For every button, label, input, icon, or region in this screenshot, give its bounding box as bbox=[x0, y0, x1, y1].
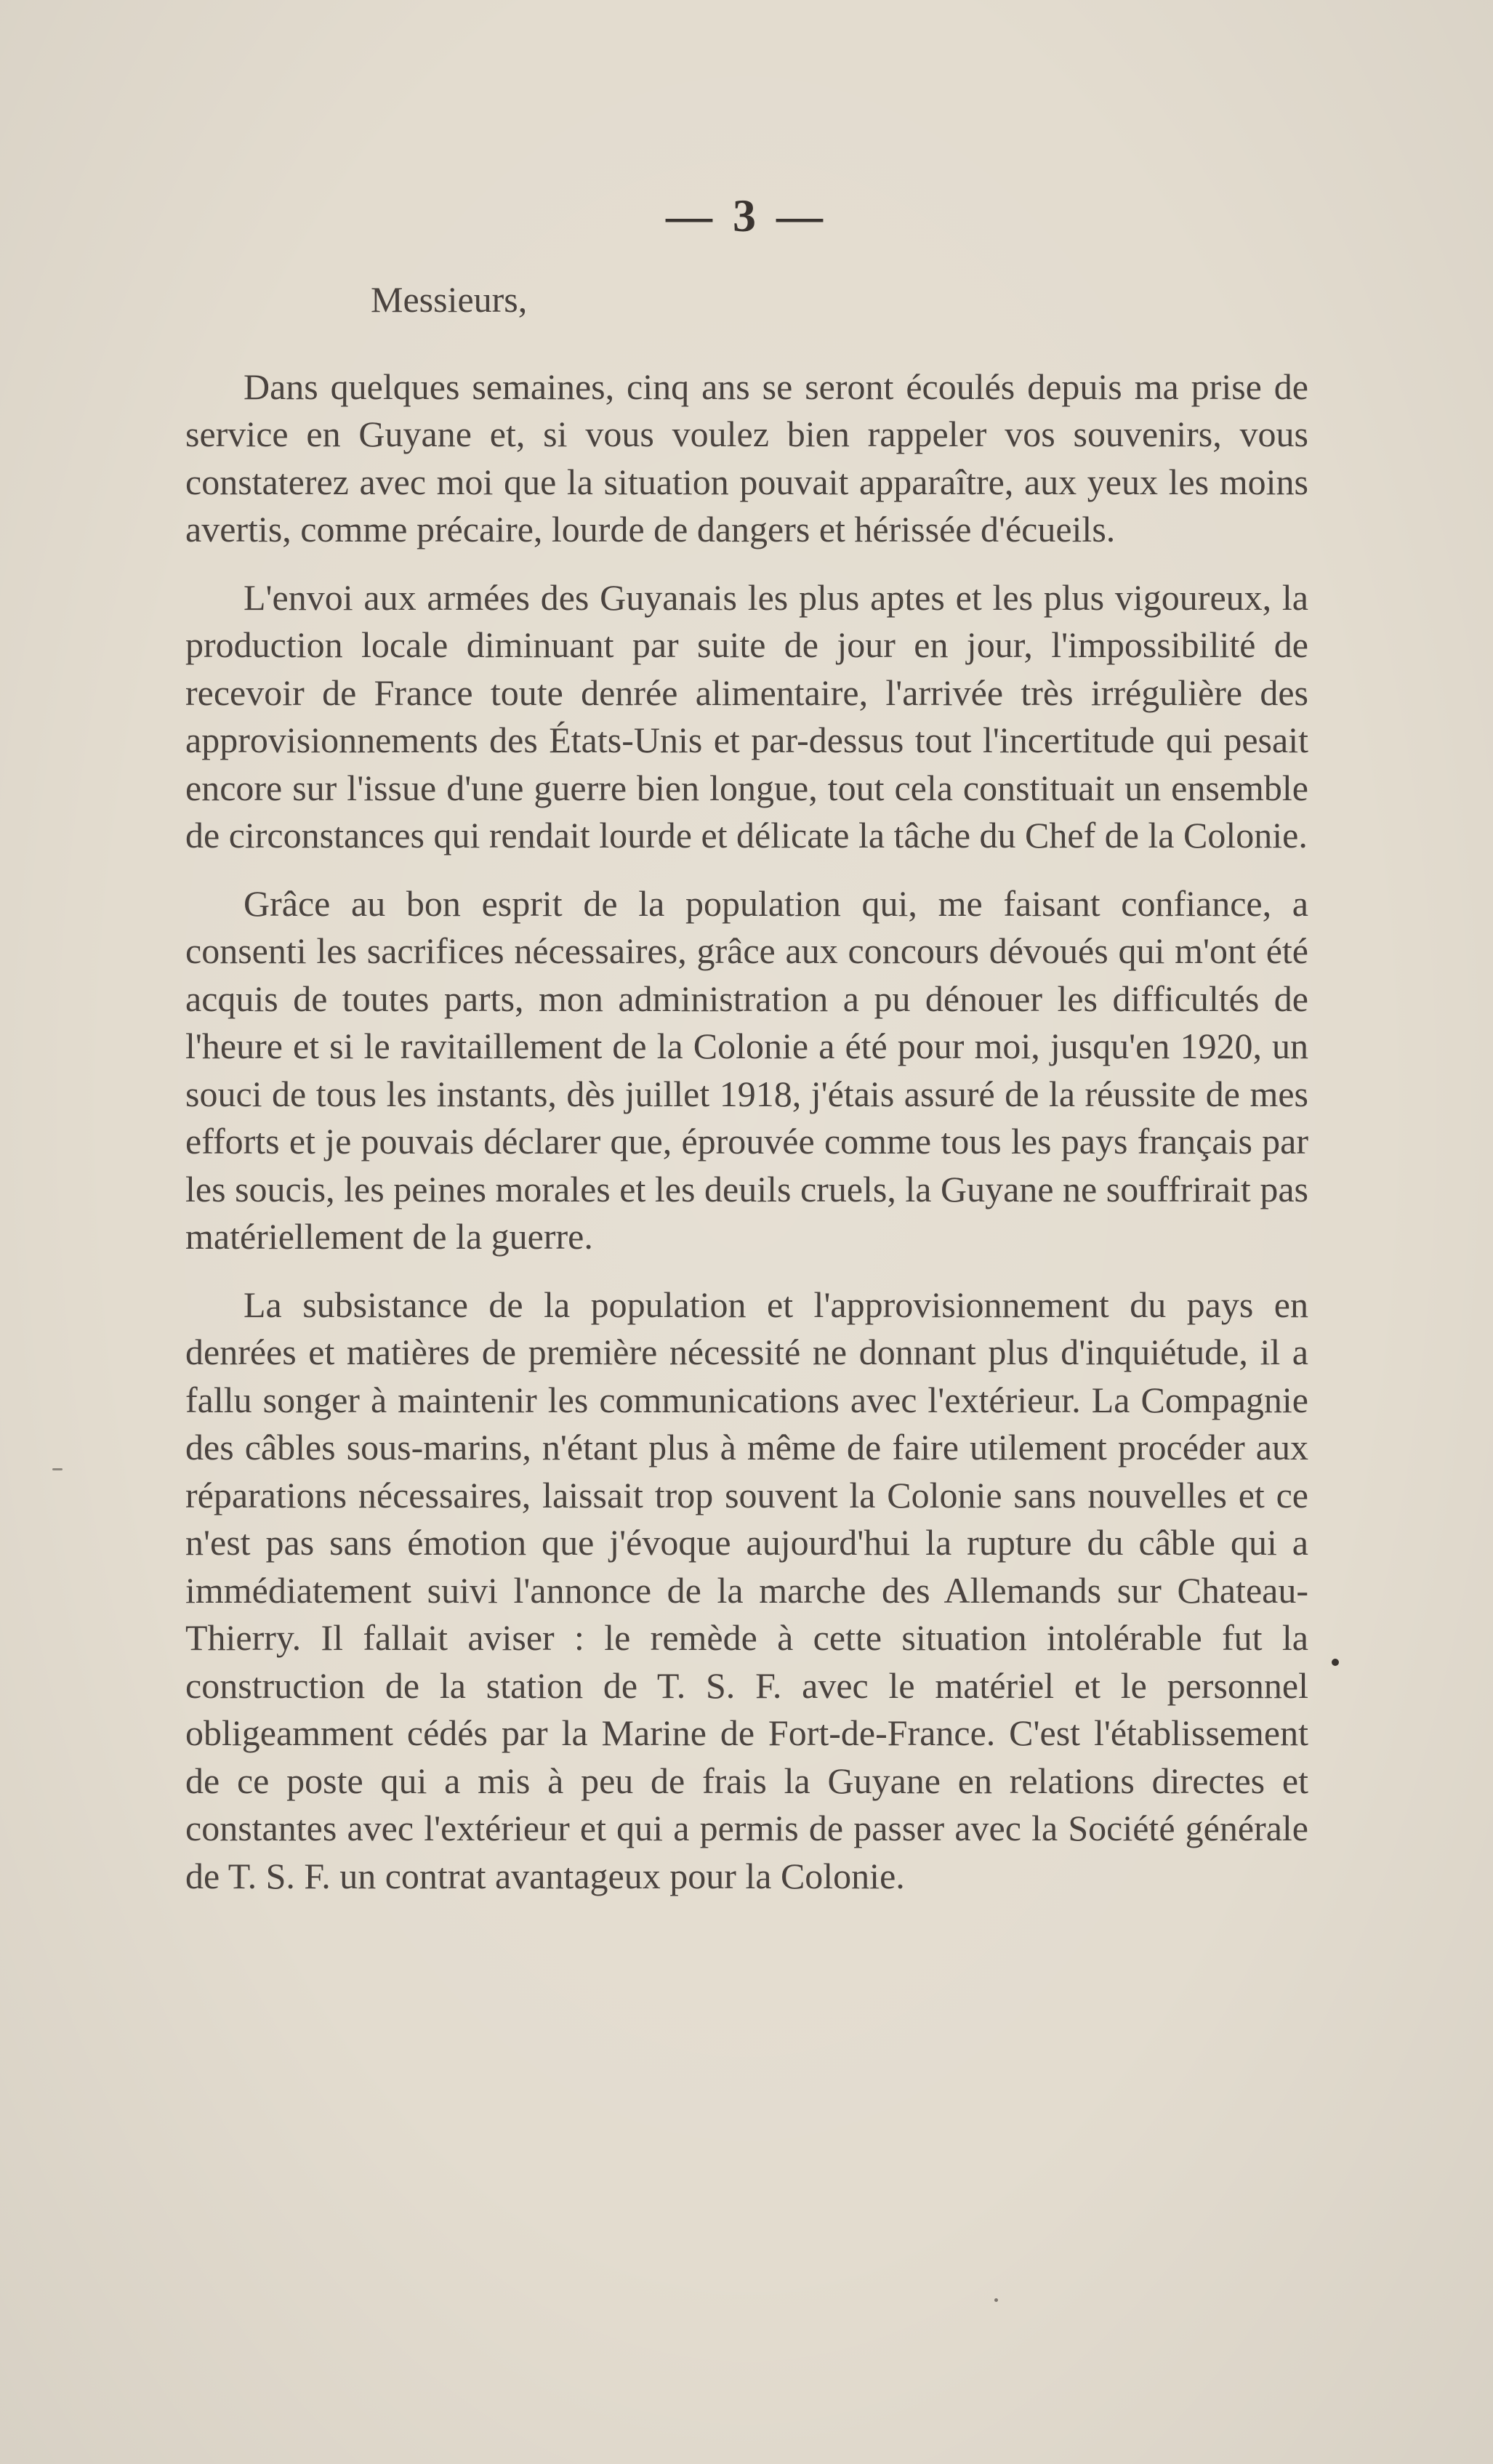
paragraph-1: Dans quelques semaines, cinq ans se seront écoulés depuis ma prise de service en Guyane et, si vous voulez bien rappeler vos souvenirs, vous constaterez avec moi que la situation pouvait apparaître, aux yeux les moins avertis, comme précaire, lourde de dangers et hérissée d'écueils. bbox=[185, 366, 1308, 549]
ink-speck bbox=[994, 2298, 998, 2302]
page-number: — 3 — bbox=[666, 190, 827, 241]
paragraph-2: L'envoi aux armées des Guyanais les plus aptes et les plus vigoureux, la production locale diminuant par suite de jour en jour, l'impossibilité de recevoir de France toute denrée alimentaire, l'arrivée très irrégulière des approvisionnements des États-Unis et par-dessus tout l'incertitude qui pesait encore sur l'issue d'une guerre bien longue, tout cela constituait un ensemble de circonstances qui rendait lourde et délicate la tâche du Chef de la Colonie. bbox=[185, 576, 1308, 855]
ink-speck bbox=[52, 1468, 63, 1470]
paragraph-3: Grâce au bon esprit de la population qui, me faisant confiance, a consenti les sacrifices nécessaires, grâce aux concours dévoués qui m'ont été acquis de toutes parts, mon administration a pu dénouer les difficultés de l'heure et si le ravitaillement de la Colonie a été pour moi, jusqu'en 1920, un souci de tous les instants, dès juillet 1918, j'étais assuré de la réussite de mes efforts et je pouvais déclarer que, éprouvée comme tous les pays français par les soucis, les peines morales et les deuils cruels, la Guyane ne souffrirait pas matériellement de la guerre. bbox=[185, 882, 1308, 1257]
paragraph-4: La subsistance de la population et l'approvisionnement du pays en denrées et matières de première nécessité ne donnant plus d'inquiétude, il a fallu songer à maintenir les communications avec l'extérieur. La Compagnie des câbles sous-marins, n'étant plus à même de faire utilement procéder aux réparations nécessaires, laissait trop souvent la Colonie sans nouvelles et ce n'est pas sans émotion que j'évoque aujourd'hui la rupture du câble qui a immédiatement suivi l'annonce de la marche des Allemands sur Chateau-Thierry. Il fallait aviser : le remède à cette situation intolérable fut la construction de la station de T. S. F. avec le matériel et le personnel obligeamment cédés par la Marine de Fort-de-France. C'est l'établissement de ce poste qui a mis à peu de frais la Guyane en relations directes et constantes avec l'extérieur et qui a permis de passer avec la Société générale de T. S. F. un contrat avantageux pour la Colonie. bbox=[185, 1284, 1308, 1896]
salutation: Messieurs, bbox=[371, 279, 528, 320]
ink-speck bbox=[1332, 1659, 1339, 1666]
letter-body bbox=[185, 262, 1308, 1920]
